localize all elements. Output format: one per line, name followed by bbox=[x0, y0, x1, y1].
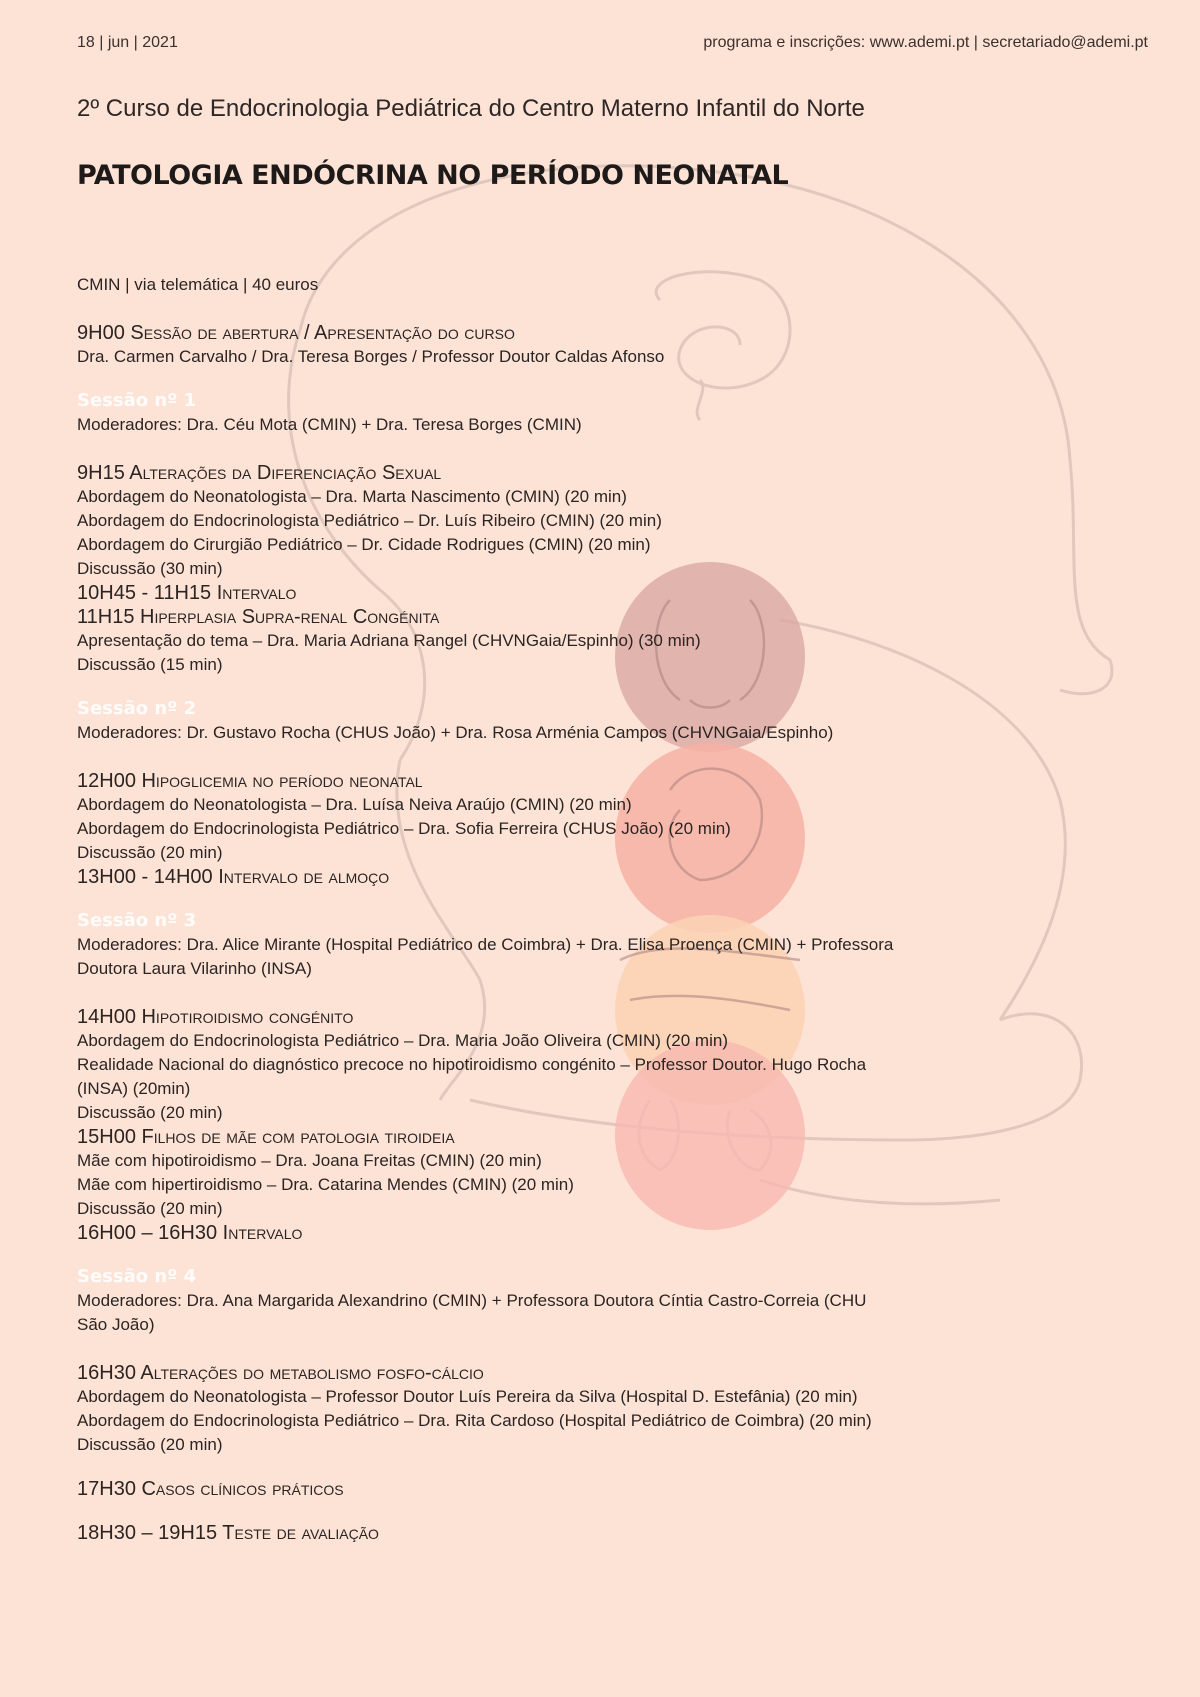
list-item: Abordagem do Cirurgião Pediátrico – Dr. Cidade Rodrigues (CMIN) (20 min) bbox=[77, 535, 651, 554]
list-item: Discussão (20 min) bbox=[77, 1199, 223, 1218]
list-item: Abordagem do Endocrinologista Pediátrico – Dra. Sofia Ferreira (CHUS João) (20 min) bbox=[77, 819, 731, 838]
session-2-block-1-title: 12H00 Hipoglicemia no período neonatal bbox=[77, 770, 423, 792]
session-3-moderators: Moderadores: Dra. Alice Mirante (Hospital Pediátrico de Coimbra) + Dra. Elisa Proença (CMIN) + Professora bbox=[77, 935, 894, 954]
page-title: PATOLOGIA ENDÓCRINA NO PERÍODO NEONATAL bbox=[77, 160, 789, 191]
list-item: (INSA) (20min) bbox=[77, 1079, 191, 1098]
session-4-moderators-cont: São João) bbox=[77, 1315, 155, 1334]
list-item: Abordagem do Neonatologista – Dra. Marta Nascimento (CMIN) (20 min) bbox=[77, 487, 627, 506]
opening-title: 9H00 Sessão de abertura / Apresentação do curso bbox=[77, 322, 515, 344]
closing-cases: 17H30 Casos clínicos práticos bbox=[77, 1478, 344, 1500]
registration-contact: programa e inscrições: www.ademi.pt | secretariado@ademi.pt bbox=[703, 34, 1148, 51]
course-title: 2º Curso de Endocrinologia Pediátrica do Centro Materno Infantil do Norte bbox=[77, 95, 865, 122]
session-3-break: 16H00 – 16H30 Intervalo bbox=[77, 1222, 303, 1244]
session-2-moderators: Moderadores: Dr. Gustavo Rocha (CHUS João) + Dra. Rosa Arménia Campos (CHVNGaia/Espinho) bbox=[77, 723, 834, 742]
session-4-block-1-title: 16H30 Alterações do metabolismo fosfo-cálcio bbox=[77, 1362, 484, 1384]
list-item: Mãe com hipotiroidismo – Dra. Joana Freitas (CMIN) (20 min) bbox=[77, 1151, 542, 1170]
list-item: Abordagem do Neonatologista – Professor Doutor Luís Pereira da Silva (Hospital D. Estefânia) (20 min) bbox=[77, 1387, 858, 1406]
opening-speakers: Dra. Carmen Carvalho / Dra. Teresa Borges / Professor Doutor Caldas Afonso bbox=[77, 347, 665, 366]
session-1-block-2-title: 11H15 Hiperplasia Supra-renal Congénita bbox=[77, 606, 440, 628]
program-content bbox=[77, 273, 1077, 1545]
list-item: Abordagem do Endocrinologista Pediátrico – Dra. Maria João Oliveira (CMIN) (20 min) bbox=[77, 1031, 728, 1050]
list-item: Apresentação do tema – Dra. Maria Adriana Rangel (CHVNGaia/Espinho) (30 min) bbox=[77, 631, 701, 650]
event-info: CMIN | via telemática | 40 euros bbox=[77, 275, 319, 294]
closing-test: 18H30 – 19H15 Teste de avaliação bbox=[77, 1522, 379, 1544]
session-1-block-1-title: 9H15 Alterações da Diferenciação Sexual bbox=[77, 462, 442, 484]
session-2-label: Sessão nº 2 bbox=[77, 698, 197, 719]
session-1-break: 10H45 - 11H15 Intervalo bbox=[77, 582, 297, 604]
event-date: 18 | jun | 2021 bbox=[77, 34, 178, 51]
session-2-break: 13H00 - 14H00 Intervalo de almoço bbox=[77, 866, 390, 888]
session-3-block-2-title: 15H00 Filhos de mãe com patologia tiroideia bbox=[77, 1126, 455, 1148]
list-item: Abordagem do Endocrinologista Pediátrico – Dr. Luís Ribeiro (CMIN) (20 min) bbox=[77, 511, 662, 530]
session-1-label: Sessão nº 1 bbox=[77, 390, 197, 411]
list-item: Abordagem do Neonatologista – Dra. Luísa Neiva Araújo (CMIN) (20 min) bbox=[77, 795, 632, 814]
list-item: Discussão (20 min) bbox=[77, 1103, 223, 1122]
list-item: Realidade Nacional do diagnóstico precoce no hipotiroidismo congénito – Professor Doutor. Hugo Rocha bbox=[77, 1055, 867, 1074]
session-1-moderators: Moderadores: Dra. Céu Mota (CMIN) + Dra. Teresa Borges (CMIN) bbox=[77, 415, 582, 434]
session-4-moderators: Moderadores: Dra. Ana Margarida Alexandrino (CMIN) + Professora Doutora Cíntia Castro-Correia (CHU bbox=[77, 1291, 867, 1310]
session-3-block-1-title: 14H00 Hipotiroidismo congénito bbox=[77, 1006, 354, 1028]
list-item: Discussão (20 min) bbox=[77, 1435, 223, 1454]
list-item: Discussão (15 min) bbox=[77, 655, 223, 674]
list-item: Discussão (20 min) bbox=[77, 843, 223, 862]
list-item: Mãe com hipertiroidismo – Dra. Catarina Mendes (CMIN) (20 min) bbox=[77, 1175, 574, 1194]
session-3-label: Sessão nº 3 bbox=[77, 910, 197, 931]
session-4-label: Sessão nº 4 bbox=[77, 1266, 197, 1287]
list-item: Abordagem do Endocrinologista Pediátrico – Dra. Rita Cardoso (Hospital Pediátrico de Coimbra) (20 min) bbox=[77, 1411, 872, 1430]
session-3-moderators-cont: Doutora Laura Vilarinho (INSA) bbox=[77, 959, 312, 978]
list-item: Discussão (30 min) bbox=[77, 559, 223, 578]
